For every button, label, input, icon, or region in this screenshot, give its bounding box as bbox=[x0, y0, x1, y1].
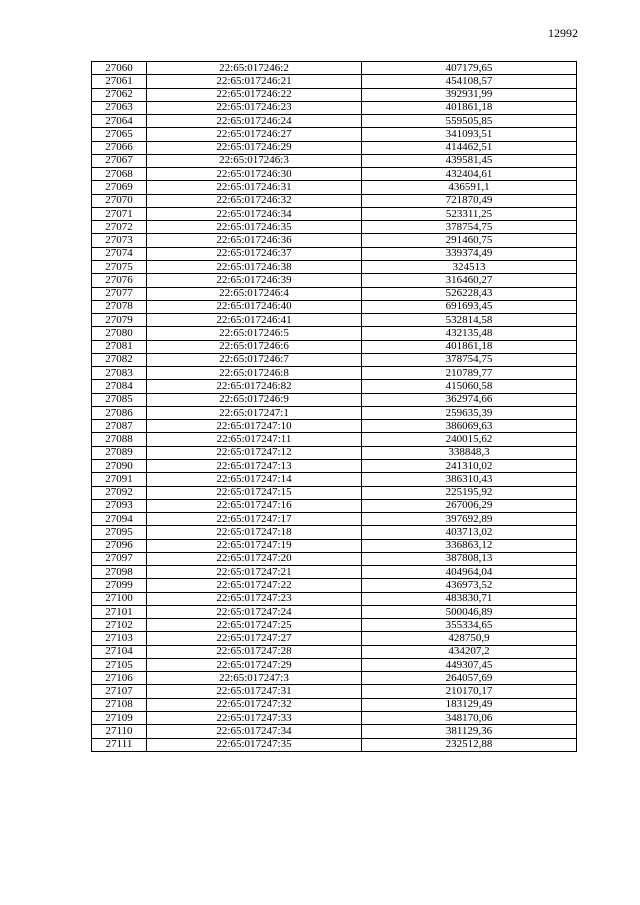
row-number-cell: 27110 bbox=[92, 725, 147, 738]
cadastral-number-cell: 22:65:017247:17 bbox=[147, 513, 362, 526]
value-cell: 401861,18 bbox=[362, 340, 577, 353]
cadastral-number-cell: 22:65:017247:35 bbox=[147, 738, 362, 751]
table-row bbox=[92, 433, 577, 446]
cadastral-number-cell: 22:65:017246:21 bbox=[147, 75, 362, 88]
table-row bbox=[92, 234, 577, 247]
cadastral-number-cell: 22:65:017246:2 bbox=[147, 62, 362, 75]
table-row bbox=[92, 380, 577, 393]
value-cell: 348170,06 bbox=[362, 712, 577, 725]
table-row bbox=[92, 658, 577, 671]
value-cell: 500046,89 bbox=[362, 605, 577, 618]
value-cell: 225195,92 bbox=[362, 486, 577, 499]
table-row bbox=[92, 566, 577, 579]
row-number-cell: 27099 bbox=[92, 579, 147, 592]
value-cell: 415060,58 bbox=[362, 380, 577, 393]
table-row bbox=[92, 725, 577, 738]
table-row bbox=[92, 393, 577, 406]
value-cell: 267006,29 bbox=[362, 499, 577, 512]
value-cell: 338848,3 bbox=[362, 446, 577, 459]
table-row bbox=[92, 154, 577, 167]
table-row bbox=[92, 247, 577, 260]
row-number-cell: 27098 bbox=[92, 566, 147, 579]
value-cell: 483830,71 bbox=[362, 592, 577, 605]
value-cell: 392931,99 bbox=[362, 88, 577, 101]
row-number-cell: 27079 bbox=[92, 314, 147, 327]
row-number-cell: 27090 bbox=[92, 459, 147, 472]
value-cell: 381129,36 bbox=[362, 725, 577, 738]
value-cell: 378754,75 bbox=[362, 221, 577, 234]
row-number-cell: 27069 bbox=[92, 181, 147, 194]
row-number-cell: 27102 bbox=[92, 619, 147, 632]
cadastral-number-cell: 22:65:017247:33 bbox=[147, 712, 362, 725]
cadastral-number-cell: 22:65:017246:7 bbox=[147, 353, 362, 366]
cadastral-number-cell: 22:65:017247:12 bbox=[147, 446, 362, 459]
cadastral-number-cell: 22:65:017247:23 bbox=[147, 592, 362, 605]
cadastral-number-cell: 22:65:017247:32 bbox=[147, 698, 362, 711]
cadastral-number-cell: 22:65:017246:36 bbox=[147, 234, 362, 247]
cadastral-number-cell: 22:65:017247:3 bbox=[147, 672, 362, 685]
cadastral-number-cell: 22:65:017246:32 bbox=[147, 194, 362, 207]
cadastral-number-cell: 22:65:017246:34 bbox=[147, 207, 362, 220]
value-cell: 259635,39 bbox=[362, 406, 577, 419]
value-cell: 339374,49 bbox=[362, 247, 577, 260]
cadastral-number-cell: 22:65:017247:19 bbox=[147, 539, 362, 552]
cadastral-number-cell: 22:65:017247:14 bbox=[147, 473, 362, 486]
page-number: 12992 bbox=[548, 26, 578, 40]
cadastral-number-cell: 22:65:017246:5 bbox=[147, 327, 362, 340]
table-row bbox=[92, 552, 577, 565]
row-number-cell: 27070 bbox=[92, 194, 147, 207]
value-cell: 316460,27 bbox=[362, 274, 577, 287]
row-number-cell: 27067 bbox=[92, 154, 147, 167]
table-row bbox=[92, 128, 577, 141]
value-cell: 403713,02 bbox=[362, 526, 577, 539]
table-row bbox=[92, 260, 577, 273]
value-cell: 240015,62 bbox=[362, 433, 577, 446]
row-number-cell: 27084 bbox=[92, 380, 147, 393]
cadastral-number-cell: 22:65:017247:25 bbox=[147, 619, 362, 632]
row-number-cell: 27082 bbox=[92, 353, 147, 366]
table-row bbox=[92, 632, 577, 645]
table-row bbox=[92, 300, 577, 313]
cadastral-number-cell: 22:65:017247:31 bbox=[147, 685, 362, 698]
cadastral-number-cell: 22:65:017246:9 bbox=[147, 393, 362, 406]
cadastral-number-cell: 22:65:017247:27 bbox=[147, 632, 362, 645]
value-cell: 414462,51 bbox=[362, 141, 577, 154]
table-row bbox=[92, 738, 577, 751]
row-number-cell: 27075 bbox=[92, 260, 147, 273]
row-number-cell: 27083 bbox=[92, 367, 147, 380]
row-number-cell: 27105 bbox=[92, 658, 147, 671]
table-row bbox=[92, 287, 577, 300]
table-row bbox=[92, 101, 577, 114]
cadastral-number-cell: 22:65:017247:24 bbox=[147, 605, 362, 618]
cadastral-number-cell: 22:65:017247:13 bbox=[147, 459, 362, 472]
row-number-cell: 27106 bbox=[92, 672, 147, 685]
row-number-cell: 27097 bbox=[92, 552, 147, 565]
table-row bbox=[92, 685, 577, 698]
value-cell: 436591,1 bbox=[362, 181, 577, 194]
value-cell: 241310,02 bbox=[362, 459, 577, 472]
row-number-cell: 27096 bbox=[92, 539, 147, 552]
cadastral-number-cell: 22:65:017246:82 bbox=[147, 380, 362, 393]
value-cell: 264057,69 bbox=[362, 672, 577, 685]
value-cell: 362974,66 bbox=[362, 393, 577, 406]
row-number-cell: 27088 bbox=[92, 433, 147, 446]
cadastral-number-cell: 22:65:017246:35 bbox=[147, 221, 362, 234]
row-number-cell: 27061 bbox=[92, 75, 147, 88]
row-number-cell: 27085 bbox=[92, 393, 147, 406]
row-number-cell: 27065 bbox=[92, 128, 147, 141]
cadastral-number-cell: 22:65:017247:18 bbox=[147, 526, 362, 539]
table-row bbox=[92, 579, 577, 592]
cadastral-number-cell: 22:65:017246:38 bbox=[147, 260, 362, 273]
cadastral-number-cell: 22:65:017246:29 bbox=[147, 141, 362, 154]
cadastral-number-cell: 22:65:017247:15 bbox=[147, 486, 362, 499]
value-cell: 324513 bbox=[362, 260, 577, 273]
table-row bbox=[92, 327, 577, 340]
row-number-cell: 27092 bbox=[92, 486, 147, 499]
value-cell: 397692,89 bbox=[362, 513, 577, 526]
value-cell: 378754,75 bbox=[362, 353, 577, 366]
value-cell: 439581,45 bbox=[362, 154, 577, 167]
value-cell: 407179,65 bbox=[362, 62, 577, 75]
table-row bbox=[92, 499, 577, 512]
cadastral-number-cell: 22:65:017247:11 bbox=[147, 433, 362, 446]
row-number-cell: 27074 bbox=[92, 247, 147, 260]
table-row bbox=[92, 698, 577, 711]
table-row bbox=[92, 473, 577, 486]
table-row bbox=[92, 115, 577, 128]
cadastral-number-cell: 22:65:017246:39 bbox=[147, 274, 362, 287]
cadastral-number-cell: 22:65:017246:8 bbox=[147, 367, 362, 380]
value-cell: 436973,52 bbox=[362, 579, 577, 592]
row-number-cell: 27108 bbox=[92, 698, 147, 711]
row-number-cell: 27072 bbox=[92, 221, 147, 234]
row-number-cell: 27095 bbox=[92, 526, 147, 539]
value-cell: 434207,2 bbox=[362, 645, 577, 658]
cadastral-number-cell: 22:65:017246:41 bbox=[147, 314, 362, 327]
cadastral-number-cell: 22:65:017246:3 bbox=[147, 154, 362, 167]
cadastral-number-cell: 22:65:017246:22 bbox=[147, 88, 362, 101]
row-number-cell: 27101 bbox=[92, 605, 147, 618]
value-cell: 523311,25 bbox=[362, 207, 577, 220]
value-cell: 432135,48 bbox=[362, 327, 577, 340]
value-cell: 691693,45 bbox=[362, 300, 577, 313]
cadastral-number-cell: 22:65:017246:24 bbox=[147, 115, 362, 128]
value-cell: 401861,18 bbox=[362, 101, 577, 114]
row-number-cell: 27086 bbox=[92, 406, 147, 419]
table-row bbox=[92, 406, 577, 419]
cadastral-number-cell: 22:65:017247:10 bbox=[147, 420, 362, 433]
table-row bbox=[92, 207, 577, 220]
table-row bbox=[92, 141, 577, 154]
table-row bbox=[92, 88, 577, 101]
row-number-cell: 27077 bbox=[92, 287, 147, 300]
table-row bbox=[92, 513, 577, 526]
value-cell: 526228,43 bbox=[362, 287, 577, 300]
table-row bbox=[92, 645, 577, 658]
table-row bbox=[92, 712, 577, 725]
cadastral-number-cell: 22:65:017246:37 bbox=[147, 247, 362, 260]
value-cell: 291460,75 bbox=[362, 234, 577, 247]
value-cell: 210789,77 bbox=[362, 367, 577, 380]
value-cell: 387808,13 bbox=[362, 552, 577, 565]
table-row bbox=[92, 526, 577, 539]
value-cell: 341093,51 bbox=[362, 128, 577, 141]
cadastral-number-cell: 22:65:017247:28 bbox=[147, 645, 362, 658]
table-row bbox=[92, 459, 577, 472]
table-row bbox=[92, 619, 577, 632]
value-cell: 532814,58 bbox=[362, 314, 577, 327]
row-number-cell: 27107 bbox=[92, 685, 147, 698]
row-number-cell: 27063 bbox=[92, 101, 147, 114]
cadastral-number-cell: 22:65:017247:34 bbox=[147, 725, 362, 738]
row-number-cell: 27087 bbox=[92, 420, 147, 433]
table-row bbox=[92, 221, 577, 234]
table-row bbox=[92, 181, 577, 194]
row-number-cell: 27094 bbox=[92, 513, 147, 526]
cadastral-number-cell: 22:65:017247:1 bbox=[147, 406, 362, 419]
row-number-cell: 27071 bbox=[92, 207, 147, 220]
row-number-cell: 27111 bbox=[92, 738, 147, 751]
cadastral-number-cell: 22:65:017246:31 bbox=[147, 181, 362, 194]
value-cell: 210170,17 bbox=[362, 685, 577, 698]
table-row bbox=[92, 340, 577, 353]
row-number-cell: 27078 bbox=[92, 300, 147, 313]
table-row bbox=[92, 672, 577, 685]
value-cell: 432404,61 bbox=[362, 168, 577, 181]
cadastral-number-cell: 22:65:017247:20 bbox=[147, 552, 362, 565]
table-row bbox=[92, 592, 577, 605]
row-number-cell: 27073 bbox=[92, 234, 147, 247]
value-cell: 183129,49 bbox=[362, 698, 577, 711]
table-row bbox=[92, 539, 577, 552]
row-number-cell: 27064 bbox=[92, 115, 147, 128]
row-number-cell: 27066 bbox=[92, 141, 147, 154]
value-cell: 404964,04 bbox=[362, 566, 577, 579]
table-row bbox=[92, 446, 577, 459]
table-row bbox=[92, 367, 577, 380]
row-number-cell: 27080 bbox=[92, 327, 147, 340]
value-cell: 449307,45 bbox=[362, 658, 577, 671]
row-number-cell: 27068 bbox=[92, 168, 147, 181]
row-number-cell: 27091 bbox=[92, 473, 147, 486]
cadastral-number-cell: 22:65:017246:27 bbox=[147, 128, 362, 141]
cadastral-number-cell: 22:65:017246:40 bbox=[147, 300, 362, 313]
data-table bbox=[91, 61, 577, 752]
table-row bbox=[92, 274, 577, 287]
table-row bbox=[92, 75, 577, 88]
cadastral-number-cell: 22:65:017247:22 bbox=[147, 579, 362, 592]
cadastral-number-cell: 22:65:017246:30 bbox=[147, 168, 362, 181]
row-number-cell: 27076 bbox=[92, 274, 147, 287]
cadastral-number-cell: 22:65:017246:6 bbox=[147, 340, 362, 353]
row-number-cell: 27062 bbox=[92, 88, 147, 101]
cadastral-number-cell: 22:65:017247:21 bbox=[147, 566, 362, 579]
row-number-cell: 27089 bbox=[92, 446, 147, 459]
value-cell: 428750,9 bbox=[362, 632, 577, 645]
value-cell: 355334,65 bbox=[362, 619, 577, 632]
row-number-cell: 27093 bbox=[92, 499, 147, 512]
table-body bbox=[92, 62, 577, 752]
value-cell: 721870,49 bbox=[362, 194, 577, 207]
table-row bbox=[92, 168, 577, 181]
value-cell: 559505,85 bbox=[362, 115, 577, 128]
table-row bbox=[92, 605, 577, 618]
row-number-cell: 27081 bbox=[92, 340, 147, 353]
value-cell: 232512,88 bbox=[362, 738, 577, 751]
row-number-cell: 27104 bbox=[92, 645, 147, 658]
cadastral-number-cell: 22:65:017246:4 bbox=[147, 287, 362, 300]
cadastral-number-cell: 22:65:017247:16 bbox=[147, 499, 362, 512]
value-cell: 336863,12 bbox=[362, 539, 577, 552]
table-row bbox=[92, 353, 577, 366]
value-cell: 454108,57 bbox=[362, 75, 577, 88]
cadastral-number-cell: 22:65:017246:23 bbox=[147, 101, 362, 114]
row-number-cell: 27103 bbox=[92, 632, 147, 645]
table-row bbox=[92, 314, 577, 327]
table-row bbox=[92, 62, 577, 75]
table-row bbox=[92, 194, 577, 207]
value-cell: 386310,43 bbox=[362, 473, 577, 486]
row-number-cell: 27109 bbox=[92, 712, 147, 725]
cadastral-number-cell: 22:65:017247:29 bbox=[147, 658, 362, 671]
row-number-cell: 27100 bbox=[92, 592, 147, 605]
value-cell: 386069,63 bbox=[362, 420, 577, 433]
table-row bbox=[92, 486, 577, 499]
row-number-cell: 27060 bbox=[92, 62, 147, 75]
table-row bbox=[92, 420, 577, 433]
